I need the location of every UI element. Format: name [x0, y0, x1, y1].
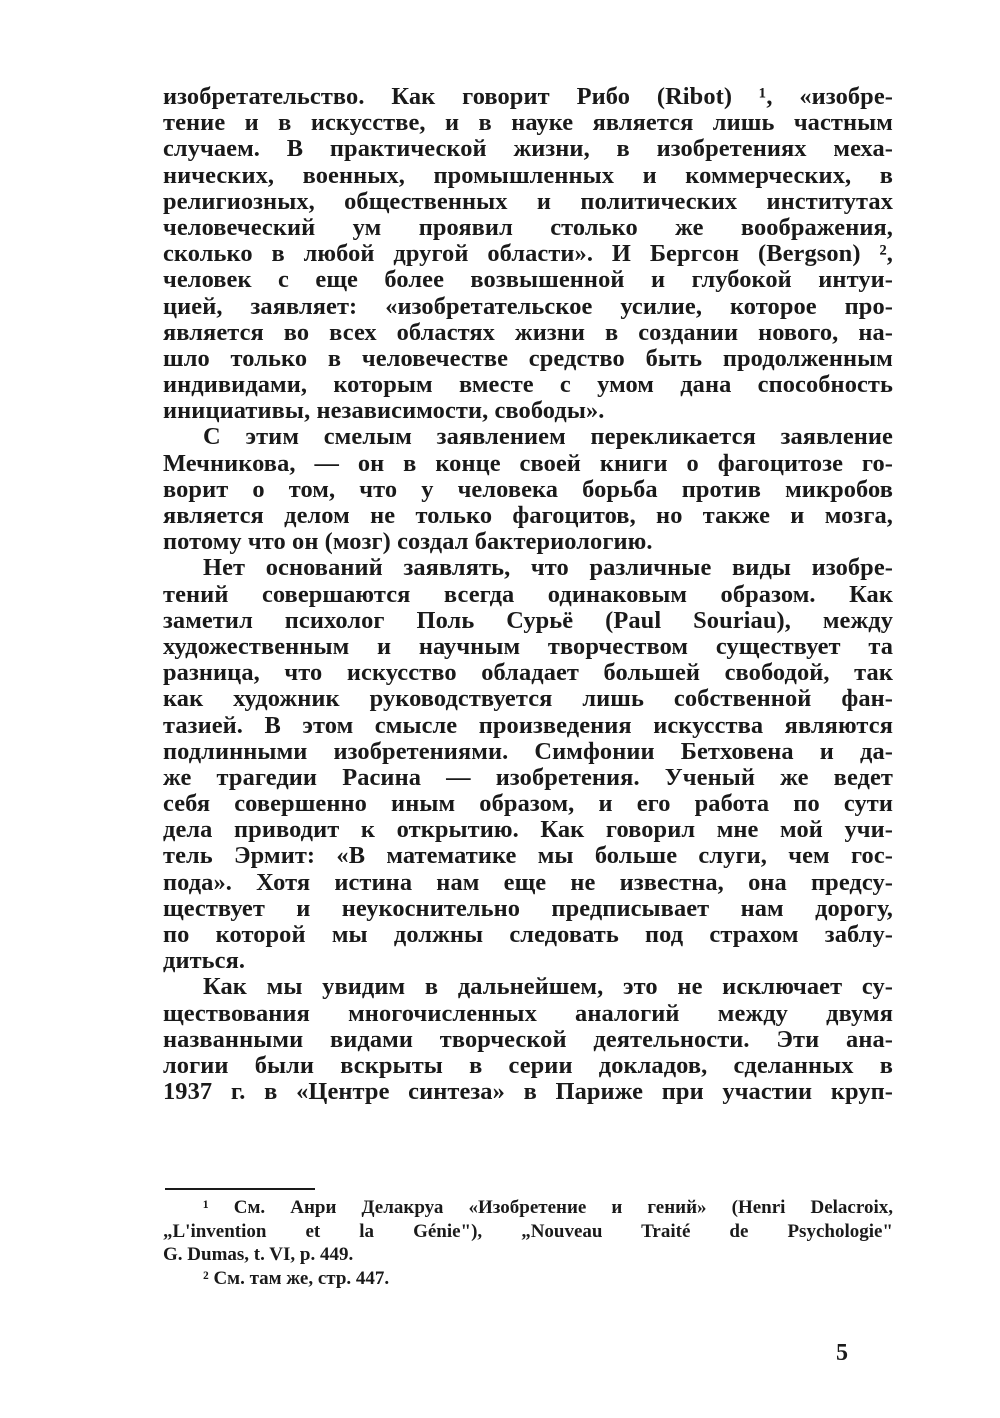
text-line: диться.	[163, 948, 246, 975]
footnote-divider	[165, 1188, 315, 1190]
footnotes	[163, 1196, 893, 1290]
text-line: инициативы, независимости, свободы».	[163, 398, 605, 425]
text-line: себя совершенно иным образом, и его работа по сути	[163, 791, 893, 818]
text-line: религиозных, общественных и политических институтах	[163, 188, 893, 215]
text-line: 1937 г. в «Центре синтеза» в Париже при участии круп-	[163, 1079, 893, 1106]
text-line: потому что он (мозг) создал бактериологию.	[163, 529, 653, 556]
text-line: названными видами творческой деятельности. Эти ана-	[163, 1026, 893, 1053]
text-line: сколько в любой другой области». И Бергсон (Bergson) ²,	[163, 241, 893, 268]
text-line: тель Эрмит: «В математике мы больше слуги, чем гос-	[163, 843, 893, 870]
text-line: дела приводит к открытию. Как говорил мне мой учи-	[163, 817, 893, 844]
text-line: ществует и неукоснительно предписывает нам дорогу,	[163, 895, 893, 922]
text-line: человеческий ум проявил столько же воображения,	[163, 214, 893, 241]
text-line: человек с еще более возвышенной и глубокой интуи-	[163, 267, 893, 294]
text-line: нических, военных, промышленных и коммерческих, в	[163, 162, 893, 189]
text-line: является во всех областях жизни в создании нового, на-	[163, 319, 893, 346]
text-line: тазией. В этом смысле произведения искусства являются	[163, 712, 893, 739]
paragraph-start: С этим смелым заявлением перекликается заявление	[203, 424, 893, 451]
text-line: тение и в искусстве, и в науке является лишь частным	[163, 110, 893, 137]
text-line: пода». Хотя истина нам еще не известна, она предсу-	[163, 869, 893, 896]
paragraph-start: Нет оснований заявлять, что различные виды изобре-	[203, 555, 893, 582]
text-line: заметил психолог Поль Сурьё (Paul Souriau), между	[163, 607, 893, 634]
text-line: как художник руководствуется лишь собственной фан-	[163, 686, 893, 713]
text-line: логии были вскрыты в серии докладов, сделанных в	[163, 1052, 893, 1079]
footnote-1-cont: „L'invention et la Génie"), „Nouveau Traité de Psychologie"	[163, 1220, 893, 1242]
text-line: цией, заявляет: «изобретательское усилие, которое про-	[163, 293, 893, 320]
text-line: случаем. В практической жизни, в изобретениях меха-	[163, 136, 893, 163]
text-line: Мечникова, — он в конце своей книги о фагоцитозе го-	[163, 450, 893, 477]
text-line: художественным и научным творчеством существует та	[163, 633, 893, 660]
main-text	[163, 84, 893, 1105]
text-line: шло только в человечестве средство быть продолженным	[163, 345, 893, 372]
text-line: ществования многочисленных аналогий между двумя	[163, 1000, 893, 1027]
paragraph-start: Как мы увидим в дальнейшем, это не исключает су-	[203, 974, 893, 1001]
text-line: изобретательство. Как говорит Рибо (Ribot) ¹, «изобре-	[163, 84, 893, 110]
page-number: 5	[836, 1340, 848, 1366]
footnote-2: ² См. там же, стр. 447.	[203, 1267, 390, 1289]
footnote-1-cont: G. Dumas, t. VI, p. 449.	[163, 1244, 354, 1265]
text-line: индивидами, которым вместе с умом дана способность	[163, 372, 893, 399]
text-line: является делом не только фагоцитов, но также и мозга,	[163, 503, 893, 529]
text-line: же трагедии Расина — изобретения. Ученый же ведет	[163, 764, 893, 791]
text-line: подлинными изобретениями. Симфонии Бетховена и да-	[163, 738, 893, 765]
footnote-1: ¹ См. Анри Делакруа «Изобретение и гений» (Henri Delacroix,	[203, 1197, 893, 1218]
text-line: ворит о том, что у человека борьба против микробов	[163, 476, 893, 503]
text-line: тений совершаются всегда одинаковым образом. Как	[163, 581, 893, 608]
text-line: по которой мы должны следовать под страхом заблу-	[163, 922, 893, 948]
text-line: разница, что искусство обладает большей свободой, так	[163, 660, 893, 687]
